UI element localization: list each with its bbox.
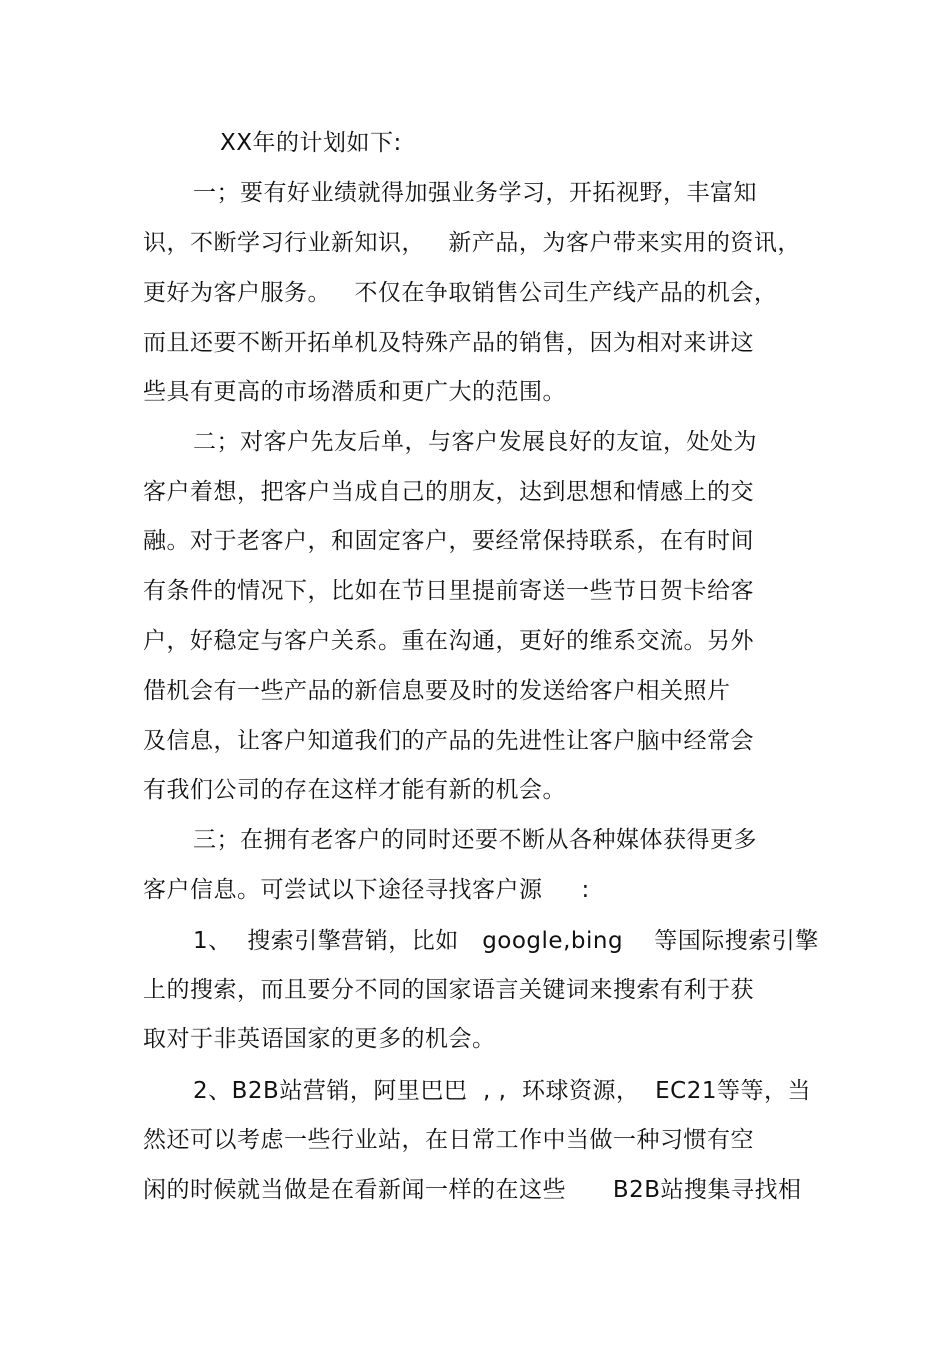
paragraph-1-line-4: 而且还要不断开拓单机及特殊产品的销售，因为相对来讲这 [143,330,754,356]
item-1-line-2: 上的搜索，而且要分不同的国家语言关键词来搜索有利于获 [143,977,754,1003]
paragraph-1-line-2: 识，不断学习行业新知识， 新产品，为客户带来实用的资讯， [143,230,801,256]
item-2-line-3: 闲的时候就当做是在看新闻一样的在这些 B2B站搜集寻找相 [143,1177,802,1203]
paragraph-2-line-8: 有我们公司的存在这样才能有新的机会。 [143,777,566,803]
item-1-line-1: 1、 搜索引擎营销，比如 google,bing 等国际搜索引擎 [193,928,819,954]
paragraph-2-line-6: 借机会有一些产品的新信息要及时的发送给客户相关照片 [143,678,731,704]
item-1-line-3: 取对于非英语国家的更多的机会。 [143,1026,496,1052]
paragraph-3-line-1: 三；在拥有老客户的同时还要不断从各种媒体获得更多 [193,827,757,853]
paragraph-2-line-3: 融。对于老客户，和固定客户，要经常保持联系，在有时间 [143,528,754,554]
paragraph-2-line-1: 二；对客户先友后单，与客户发展良好的友谊，处处为 [193,429,757,455]
paragraph-1-line-5: 些具有更高的市场潜质和更广大的范围。 [143,379,566,405]
paragraph-2-line-5: 户，好稳定与客户关系。重在沟通，更好的维系交流。另外 [143,628,754,654]
paragraph-2-line-2: 客户着想，把客户当成自己的朋友，达到思想和情感上的交 [143,479,754,505]
paragraph-1-line-1: 一；要有好业绩就得加强业务学习，开拓视野，丰富知 [193,180,757,206]
paragraph-2-line-4: 有条件的情况下，比如在节日里提前寄送一些节日贺卡给客 [143,578,754,604]
plan-heading: XX年的计划如下: [220,130,402,156]
item-2-line-2: 然还可以考虑一些行业站，在日常工作中当做一种习惯有空 [143,1127,754,1153]
item-2-line-1: 2、B2B站营销，阿里巴巴 , , 环球资源， EC21等等，当 [193,1078,811,1104]
paragraph-3-line-2: 客户信息。可尝试以下途径寻找客户源 : [143,877,590,903]
paragraph-2-line-7: 及信息，让客户知道我们的产品的先进性让客户脑中经常会 [143,728,754,754]
paragraph-1-line-3: 更好为客户服务。 不仅在争取销售公司生产线产品的机会， [143,280,778,306]
